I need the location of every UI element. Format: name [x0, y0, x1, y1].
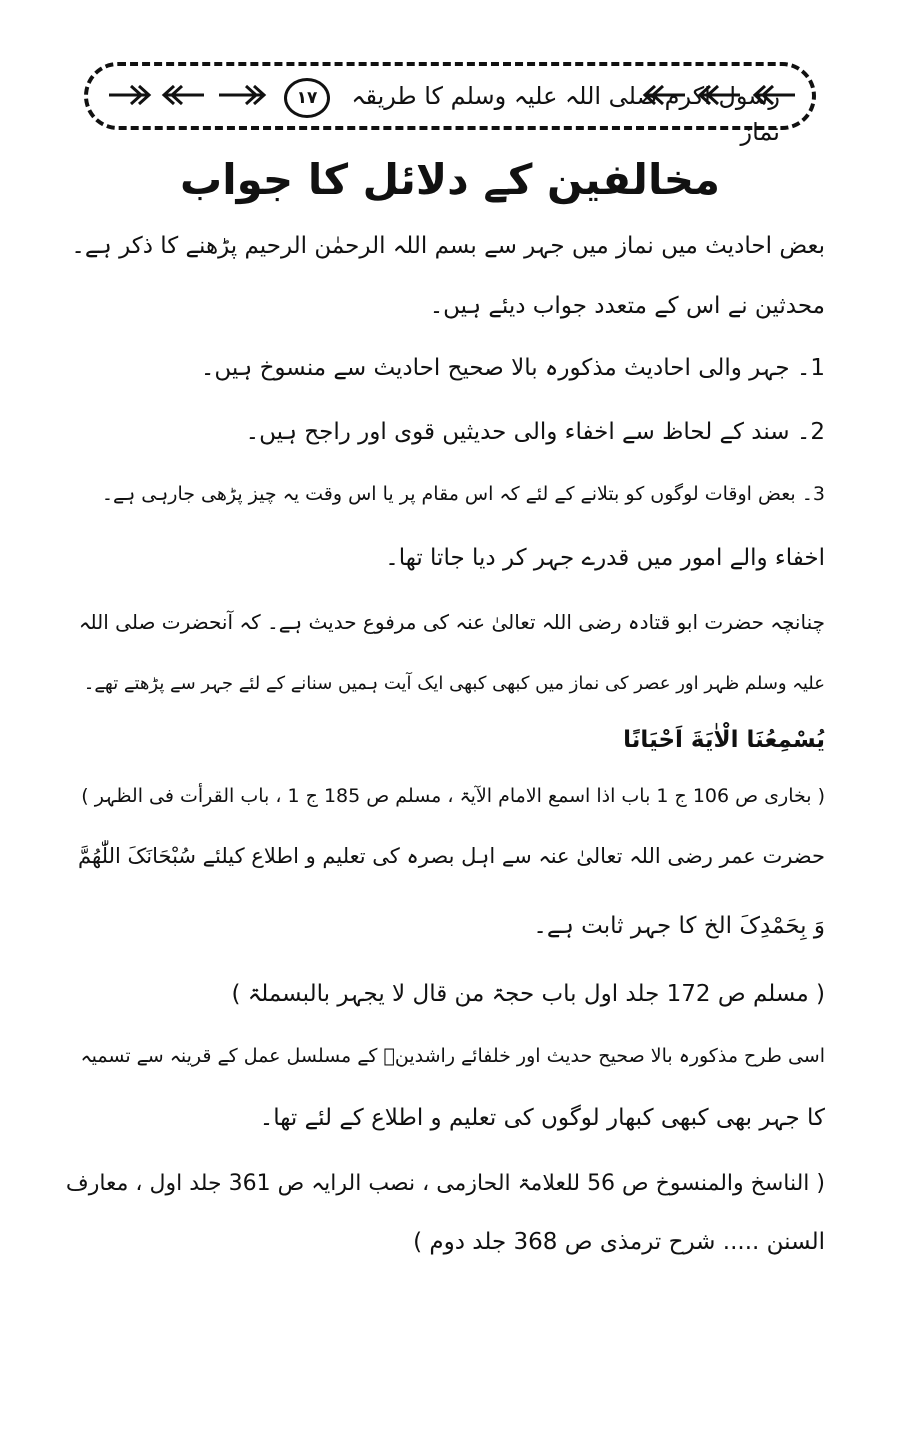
- citation: ( بخاری ص 106 ج 1 باب اذا اسمع الامام الآیۃ ، مسلم ص 185 ج 1 ، باب القرأت فی الظہر ): [81, 785, 825, 807]
- body-line: کا جہر بھی کبھی کبھار لوگوں کی تعلیم و اطلاع کے لئے تھا۔: [259, 1105, 825, 1131]
- body-line: حضرت عمر رضی اللہ تعالیٰ عنہ سے اہل بصرہ کی تعلیم و اطلاع کیلئے سُبْحَانَکَ اللّٰھُمَّ: [77, 844, 825, 868]
- section-heading: مخالفین کے دلائل کا جواب: [180, 155, 720, 204]
- citation: ( الناسخ والمنسوخ ص 56 للعلامۃ الحازمی ، نصب الرایہ ص 361 جلد اول ، معارف: [65, 1171, 825, 1196]
- body-line: علیہ وسلم ظہر اور عصر کی نماز میں کبھی کبھی ایک آیت ہمیں سنانے کے لئے جہر سے پڑھتے تھے۔: [83, 673, 825, 694]
- body-line: وَ بِحَمْدِکَ الخ کا جہر ثابت ہے۔: [533, 913, 825, 939]
- body-line: بعض احادیث میں نماز میں جہر سے بسم اللہ الرحمٰن الرحیم پڑھنے کا ذکر ہے۔: [71, 233, 825, 259]
- body-line: چنانچہ حضرت ابو قتادہ رضی اللہ تعالیٰ عنہ کی مرفوع حدیث ہے۔ کہ آنحضرت صلی اللہ: [78, 610, 825, 634]
- page-number: ۱۷: [284, 78, 330, 118]
- body-line: محدثین نے اس کے متعدد جواب دیئے ہیں۔: [429, 293, 825, 319]
- list-item: 3۔ بعض اوقات لوگوں کو بتلانے کے لئے کہ اس مقام پر یا اس وقت یہ چیز پڑھی جارہی ہے۔: [101, 483, 825, 505]
- body-line: اخفاء والے امور میں قدرے جہر کر دیا جاتا تھا۔: [385, 545, 825, 571]
- citation: ( مسلم ص 172 جلد اول باب حجۃ من قال لا یجہر بالبسملۃ ): [231, 981, 825, 1007]
- arrow-ornament-left: [104, 80, 274, 110]
- citation: السنن ..... شرح ترمذی ص 368 جلد دوم ): [413, 1229, 825, 1255]
- body-line: اسی طرح مذکورہ بالا صحیح حدیث اور خلفائے راشدینؓ کے مسلسل عمل کے قرینہ سے تسمیہ: [80, 1045, 825, 1067]
- arabic-quote: یُسْمِعُنَا الْاٰیَةَ اَحْیَانًا: [623, 727, 825, 753]
- running-title: رسول اکرم صلی اللہ علیہ وسلم کا طریقہ نماز: [351, 82, 780, 146]
- list-item: 2۔ سند کے لحاظ سے اخفاء والی حدیثیں قوی اور راجح ہیں۔: [245, 419, 825, 445]
- list-item: 1۔ جہر والی احادیث مذکورہ بالا صحیح احادیث سے منسوخ ہیں۔: [200, 355, 825, 381]
